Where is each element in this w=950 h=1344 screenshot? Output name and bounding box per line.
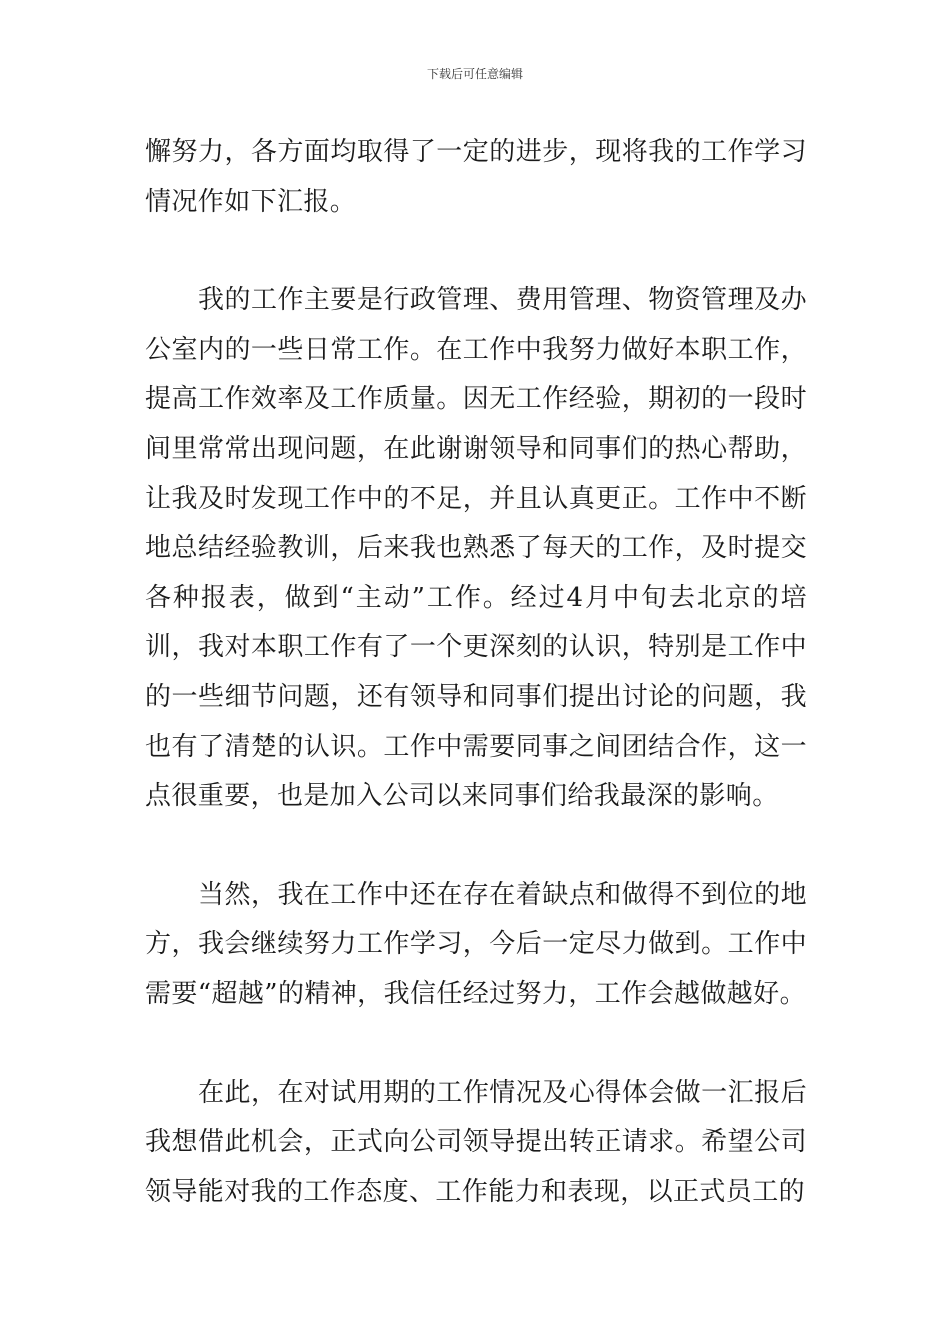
page-header: 下载后可任意编辑 xyxy=(426,67,523,81)
paragraph-shortcomings: 当然，我在工作中还在存在着缺点和做得不到位的地方，我会继续努力工作学习，今后一定尽力做到。工作中需要“超越”的精神，我信任经过努力，工作会越做越好。 xyxy=(145,879,807,1009)
paragraph-continuation: 懈努力，各方面均取得了一定的进步，现将我的工作学习情况作如下汇报。 xyxy=(145,137,807,217)
document-body xyxy=(145,128,807,1217)
paragraph-confirmation-request: 在此，在对试用期的工作情况及心得体会做一汇报后我想借此机会，正式向公司领导提出转正请求。希望公司领导能对我的工作态度、工作能力和表现，以正式员工的 xyxy=(145,1077,807,1207)
paragraph-work-duties: 我的工作主要是行政管理、费用管理、物资管理及办公室内的一些日常工作。在工作中我努力做好本职工作，提高工作效率及工作质量。因无工作经验，期初的一段时间里常常出现问题，在此谢谢领导和同事们的热心帮助，让我及时发现工作中的不足，并且认真更正。工作中不断地总结经验教训，后来我也熟悉了每天的工作，及时提交各种报表，做到“主动”工作。经过4月中旬去北京的培训，我对本职工作有了一个更深刻的认识，特别是工作中的一些细节问题，还有领导和同事们提出讨论的问题，我也有了清楚的认识。工作中需要同事之间团结合作，这一点很重要，也是加入公司以来同事们给我最深的影响。 xyxy=(145,285,807,812)
